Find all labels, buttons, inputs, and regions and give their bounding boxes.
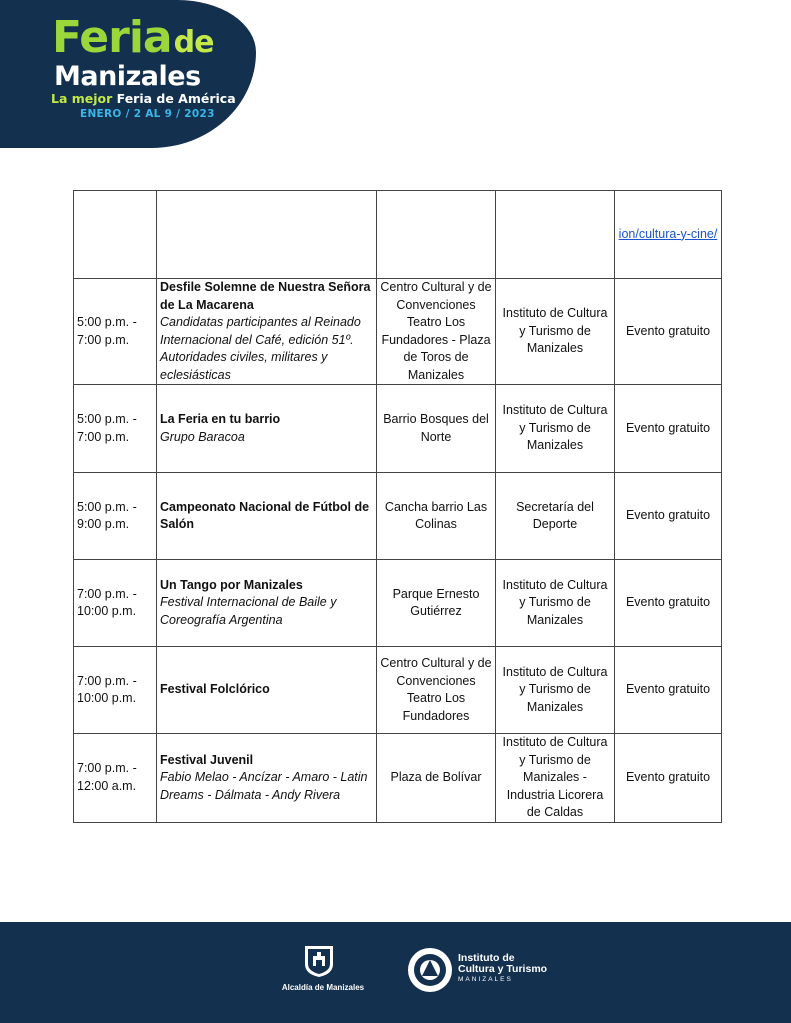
event-title: Festival Folclórico: [160, 682, 270, 697]
event-description: Festival Internacional de Baile y Coreografía Argentina: [160, 595, 337, 627]
cell-organizer: Instituto de Cultura y Turismo de Manizales: [496, 560, 615, 647]
cell-cost: Evento gratuito: [615, 647, 722, 734]
logo-tagline: [51, 92, 236, 106]
cell-event: [157, 385, 377, 473]
cell-organizer: Secretaría del Deporte: [496, 473, 615, 560]
cell-cost: Evento gratuito: [615, 734, 722, 823]
cell-event: [157, 647, 377, 734]
table-row: [74, 734, 722, 823]
cell-event: [157, 560, 377, 647]
cell-time: 7:00 p.m. - 10:00 p.m.: [74, 560, 157, 647]
cell-time: 5:00 p.m. - 7:00 p.m.: [74, 385, 157, 473]
event-description: Candidatas participantes al Reinado Internacional del Café, edición 51º. Autoridades civiles, militares y eclesiásticas: [160, 315, 361, 382]
cell-organizer: Instituto de Cultura y Turismo de Manizales: [496, 279, 615, 385]
cell-empty: [377, 191, 496, 279]
instituto-label-line1: Instituto de: [458, 952, 515, 964]
cell-link: [615, 191, 722, 279]
instituto-label-line3: MANIZALES: [458, 976, 513, 983]
table-row: [74, 279, 722, 385]
event-title: La Feria en tu barrio: [160, 412, 281, 426]
cell-time: 7:00 p.m. - 10:00 p.m.: [74, 647, 157, 734]
cell-venue: Barrio Bosques del Norte: [377, 385, 496, 473]
cell-venue: Plaza de Bolívar: [377, 734, 496, 823]
logo-title: [52, 14, 213, 67]
logo-word-feria: Feria: [52, 12, 172, 63]
cell-venue: Centro Cultural y de Convenciones Teatro Los Fundadores - Plaza de Toros de Manizales: [377, 279, 496, 385]
tagline-part1: La mejor: [51, 91, 113, 106]
cell-cost: Evento gratuito: [615, 473, 722, 560]
footer-bar: [0, 922, 791, 1023]
instituto-logo-icon: [406, 946, 454, 994]
cell-event: [157, 473, 377, 560]
event-description: Grupo Baracoa: [160, 429, 245, 444]
tagline-part2: Feria de América: [116, 91, 236, 106]
info-link[interactable]: ion/cultura-y-cine/: [618, 226, 718, 241]
cell-time: 5:00 p.m. - 9:00 p.m.: [74, 473, 157, 560]
logo-word-de: de: [173, 25, 214, 60]
event-description: Fabio Melao - Ancízar - Amaro - Latin Dreams - Dálmata - Andy Rivera: [160, 770, 368, 802]
cell-time: 7:00 p.m. - 12:00 a.m.: [74, 734, 157, 823]
schedule-table: [73, 190, 722, 823]
logo-city: Manizales: [54, 61, 201, 92]
cell-venue: Cancha barrio Las Colinas: [377, 473, 496, 560]
event-title: Campeonato Nacional de Fútbol de Salón: [160, 499, 370, 531]
cell-time: 5:00 p.m. - 7:00 p.m.: [74, 279, 157, 385]
cell-organizer: Instituto de Cultura y Turismo de Manizales - Industria Licorera de Caldas: [496, 734, 615, 823]
cell-empty: [74, 191, 157, 279]
cell-event: [157, 279, 377, 385]
alcaldia-label: Alcaldía de Manizales: [281, 983, 365, 992]
cell-cost: Evento gratuito: [615, 560, 722, 647]
cell-venue: Parque Ernesto Gutiérrez: [377, 560, 496, 647]
logo-dates: ENERO / 2 AL 9 / 2023: [80, 108, 215, 120]
cell-empty: [157, 191, 377, 279]
cell-venue: Centro Cultural y de Convenciones Teatro Los Fundadores: [377, 647, 496, 734]
cell-cost: Evento gratuito: [615, 385, 722, 473]
table-row: [74, 473, 722, 560]
cell-organizer: Instituto de Cultura y Turismo de Manizales: [496, 647, 615, 734]
alcaldia-shield-icon: [303, 944, 335, 978]
cell-event: [157, 734, 377, 823]
event-title: Festival Juvenil: [160, 752, 254, 767]
cell-cost: Evento gratuito: [615, 279, 722, 385]
cell-empty: [496, 191, 615, 279]
table-row: [74, 385, 722, 473]
table-row: [74, 560, 722, 647]
table-row-continuation: [74, 191, 722, 279]
event-title: Desfile Solemne de Nuestra Señora de La Macarena: [160, 280, 371, 312]
table-row: [74, 647, 722, 734]
cell-organizer: Instituto de Cultura y Turismo de Manizales: [496, 385, 615, 473]
event-title: Un Tango por Manizales: [160, 577, 303, 592]
instituto-label-line2: Cultura y Turismo: [458, 963, 548, 975]
